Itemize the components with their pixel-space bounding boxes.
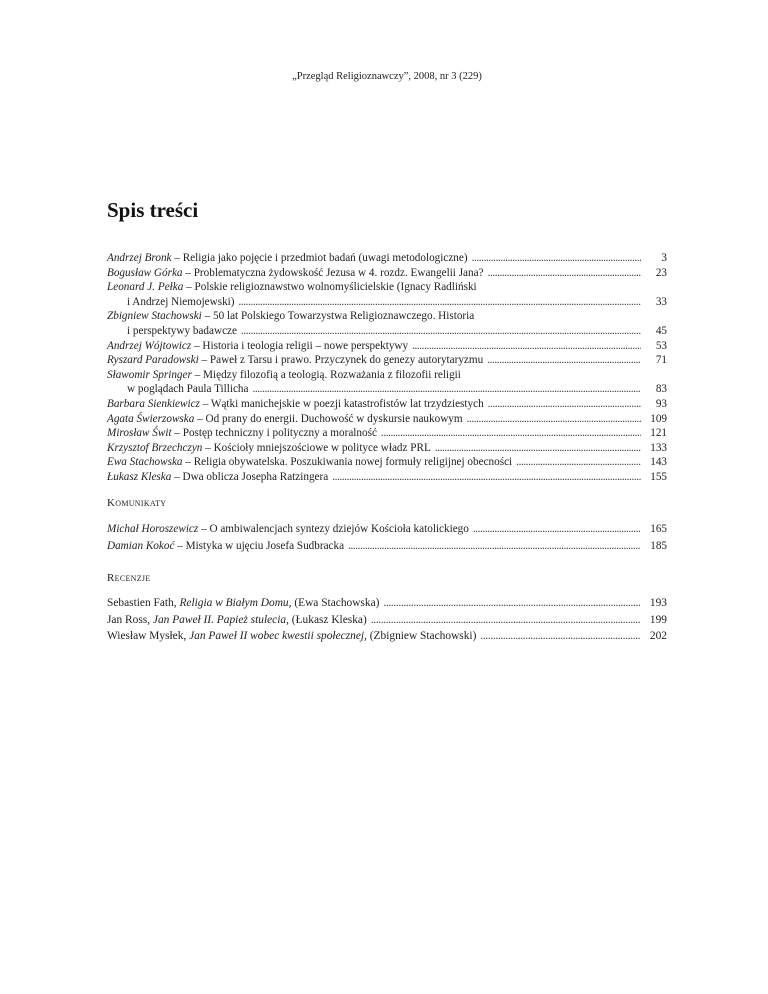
- toc-entry: [107, 339, 667, 354]
- toc-line: [107, 470, 667, 485]
- toc-text: [107, 612, 367, 629]
- toc-entry: [107, 251, 667, 266]
- toc-text: Damian Kokoć – Mistyka w ujęciu Josefa Sudbracka: [107, 539, 345, 552]
- leader-dots: [488, 397, 641, 412]
- toc-line: [107, 295, 667, 310]
- section-heading-komunikaty: Komunikaty: [107, 497, 167, 509]
- toc-page: 202: [649, 630, 667, 643]
- toc-text: Bogusław Górka – Problematyczna żydowskość Jezusa w 4. rozdz. Ewangelii Jana?: [107, 266, 484, 279]
- toc-title: i Andrzej Niemojewski): [127, 295, 235, 308]
- toc-entry: [107, 426, 667, 441]
- toc-line: [107, 628, 667, 645]
- reviewer: (Ewa Stachowska): [294, 597, 380, 609]
- leader-dots: [435, 441, 641, 456]
- toc-line: [107, 538, 667, 555]
- toc-page: 155: [650, 470, 667, 483]
- toc-line: [107, 266, 667, 281]
- toc-author: Mirosław Świt: [107, 427, 172, 440]
- komunikat-entry: [107, 521, 667, 538]
- toc-text: [107, 382, 249, 397]
- toc-title: 50 lat Polskiego Towarzystwa Religioznawczego. Historia: [212, 310, 475, 323]
- leader-dots: [467, 412, 641, 427]
- toc-title: Paweł z Tarsu i prawo. Przyczynek do genezy autorytaryzmu: [209, 354, 484, 367]
- toc-title: Od prany do energii. Duchowość w dyskursie naukowym: [205, 412, 463, 425]
- leader-dots: [348, 538, 641, 555]
- toc-page: 83: [655, 383, 667, 396]
- toc-author: Andrzej Bronk: [107, 252, 172, 264]
- recenzja-entry: [107, 595, 667, 612]
- toc-entry: [107, 441, 667, 456]
- leader-dots: [381, 426, 641, 441]
- toc-text: Barbara Sienkiewicz – Wątki manichejskie w poezji katastrofistów lat trzydziestych: [107, 397, 484, 410]
- toc-title: O ambiwalencjach syntezy dziejów Kościoła katolickiego: [209, 523, 469, 535]
- toc-page: 33: [655, 295, 667, 308]
- toc-page: 165: [650, 523, 667, 535]
- book-author: Wiesław Mysłek,: [107, 630, 187, 643]
- toc-author: Łukasz Kleska: [107, 470, 172, 483]
- toc-page: 185: [650, 539, 667, 552]
- toc-entry: [107, 368, 667, 397]
- leader-dots: [253, 382, 642, 397]
- toc-title: Historia i teologia religii – nowe perspektywy: [202, 339, 409, 352]
- toc-author: Ewa Stachowska: [107, 456, 183, 469]
- toc-line: [107, 382, 667, 397]
- toc-entry: [107, 353, 667, 368]
- toc-text: Sławomir Springer – Między filozofią a teologią. Rozważania z filozofii religii: [107, 368, 461, 381]
- book-title: Jan Paweł II. Papież stulecia,: [152, 613, 289, 626]
- section-heading-recenzje: Recenzje: [107, 572, 151, 584]
- leader-dots: [383, 595, 641, 612]
- toc-line: [107, 339, 667, 354]
- toc-author: Sławomir Springer: [107, 368, 192, 381]
- toc-entry: [107, 412, 667, 427]
- toc-title: Religia jako pojęcie i przedmiot badań (uwagi metodologiczne): [182, 252, 468, 264]
- toc-author: Michał Horoszewicz: [107, 523, 199, 535]
- toc-line: [107, 455, 667, 470]
- toc-entry: [107, 266, 667, 281]
- toc-page: 121: [650, 427, 667, 440]
- toc-text: [107, 628, 476, 645]
- toc-author: Agata Świerzowska: [107, 412, 195, 425]
- toc-text: [107, 295, 235, 310]
- toc-line: [107, 280, 667, 295]
- leader-dots: [241, 324, 641, 339]
- toc-entry: [107, 309, 667, 338]
- reviewer: (Łukasz Kleska): [291, 613, 367, 626]
- page-title: Spis treści: [107, 198, 199, 222]
- leader-dots: [371, 612, 641, 629]
- book-author: Jan Ross,: [107, 613, 151, 626]
- toc-title: Postęp techniczny i polityczny a moralność: [182, 427, 377, 440]
- toc-line: [107, 612, 667, 629]
- leader-dots: [480, 628, 641, 645]
- toc-page: 109: [650, 412, 667, 425]
- toc-title: Między filozofią a teologią. Rozważania z filozofii religii: [203, 368, 461, 381]
- toc-line: [107, 324, 667, 339]
- toc-text: Mirosław Świt – Postęp techniczny i polityczny a moralność: [107, 427, 377, 440]
- toc-title: w poglądach Paula Tillicha: [127, 383, 249, 396]
- toc-line: [107, 353, 667, 368]
- toc-line: [107, 441, 667, 456]
- toc-text: [107, 595, 379, 612]
- toc-page: 53: [655, 339, 667, 352]
- leader-dots: [412, 339, 641, 354]
- toc-text: Michał Horoszewicz – O ambiwalencjach syntezy dziejów Kościoła katolickiego: [107, 523, 469, 535]
- toc-line: [107, 251, 667, 266]
- book-title: Religia w Białym Domu,: [179, 597, 292, 609]
- toc-text: Ryszard Paradowski – Paweł z Tarsu i prawo. Przyczynek do genezy autorytaryzmu: [107, 354, 484, 367]
- toc-title: i perspektywy badawcze: [127, 324, 237, 337]
- leader-dots: [487, 353, 641, 368]
- toc-entry: [107, 397, 667, 412]
- toc-title: Kościoły mniejszościowe w polityce władz PRL: [213, 441, 431, 454]
- toc-page: 23: [655, 266, 667, 279]
- toc-page: 71: [655, 354, 667, 367]
- leader-dots: [472, 251, 641, 266]
- toc-title: Religia obywatelska. Poszukiwania nowej formuły religijnej obecności: [193, 456, 513, 469]
- toc-text: Leonard J. Pełka – Polskie religioznawstwo wolnomyślicielskie (Ignacy Radliński: [107, 281, 477, 294]
- toc-author: Ryszard Paradowski: [107, 354, 199, 367]
- leader-dots: [473, 521, 641, 538]
- toc-page: 193: [649, 597, 667, 609]
- toc-line: [107, 521, 667, 538]
- toc-text: Krzysztof Brzechczyn – Kościoły mniejszościowe w polityce władz PRL: [107, 441, 431, 454]
- toc-page: 143: [650, 456, 667, 469]
- toc-page: 133: [650, 441, 667, 454]
- running-header: „Przegląd Religioznawczy”, 2008, nr 3 (229): [292, 71, 482, 82]
- toc-text: Łukasz Kleska – Dwa oblicza Josepha Ratzingera: [107, 470, 329, 483]
- toc-line: [107, 595, 667, 612]
- toc-title: Problematyczna żydowskość Jezusa w 4. rozdz. Ewangelii Jana?: [193, 266, 484, 279]
- toc-line: [107, 368, 667, 383]
- toc-author: Leonard J. Pełka: [107, 281, 184, 294]
- book-title: Jan Paweł II wobec kwestii społecznej,: [189, 630, 367, 643]
- toc-line: [107, 426, 667, 441]
- toc-page: 45: [655, 324, 667, 337]
- toc-text: [107, 324, 237, 339]
- table-of-contents: [107, 251, 667, 485]
- toc-title: Wątki manichejskie w poezji katastrofistów lat trzydziestych: [210, 397, 484, 410]
- reviewer: (Zbigniew Stachowski): [369, 630, 477, 643]
- toc-entry: [107, 455, 667, 470]
- toc-line: [107, 412, 667, 427]
- toc-author: Krzysztof Brzechczyn: [107, 441, 203, 454]
- recenzje-list: [107, 595, 667, 645]
- leader-dots: [239, 295, 642, 310]
- komunikaty-list: [107, 521, 667, 554]
- leader-dots: [332, 470, 641, 485]
- toc-entry: [107, 280, 667, 309]
- toc-author: Andrzej Wójtowicz: [107, 339, 192, 352]
- toc-title: Polskie religioznawstwo wolnomyślicielskie (Ignacy Radliński: [194, 281, 477, 294]
- toc-text: Agata Świerzowska – Od prany do energii. Duchowość w dyskursie naukowym: [107, 412, 463, 425]
- recenzja-entry: [107, 612, 667, 629]
- toc-entry: [107, 470, 667, 485]
- toc-author: Zbigniew Stachowski: [107, 310, 202, 323]
- leader-dots: [516, 455, 641, 470]
- toc-title: Mistyka w ujęciu Josefa Sudbracka: [185, 539, 345, 552]
- toc-author: Barbara Sienkiewicz: [107, 397, 200, 410]
- recenzja-entry: [107, 628, 667, 645]
- leader-dots: [488, 266, 641, 281]
- toc-page: 199: [649, 613, 667, 626]
- toc-author: Bogusław Górka: [107, 266, 183, 279]
- toc-title: Dwa oblicza Josepha Ratzingera: [182, 470, 329, 483]
- toc-author: Damian Kokoć: [107, 539, 175, 552]
- toc-text: Ewa Stachowska – Religia obywatelska. Poszukiwania nowej formuły religijnej obecności: [107, 456, 513, 469]
- book-author: Sebastien Fath,: [107, 597, 177, 609]
- toc-line: [107, 397, 667, 412]
- toc-page: 93: [655, 397, 667, 410]
- toc-page: 3: [661, 252, 667, 264]
- toc-text: Zbigniew Stachowski – 50 lat Polskiego Towarzystwa Religioznawczego. Historia: [107, 310, 475, 323]
- toc-text: Andrzej Bronk – Religia jako pojęcie i przedmiot badań (uwagi metodologiczne): [107, 252, 468, 264]
- toc-line: [107, 309, 667, 324]
- toc-text: Andrzej Wójtowicz – Historia i teologia religii – nowe perspektywy: [107, 339, 409, 352]
- komunikat-entry: [107, 538, 667, 555]
